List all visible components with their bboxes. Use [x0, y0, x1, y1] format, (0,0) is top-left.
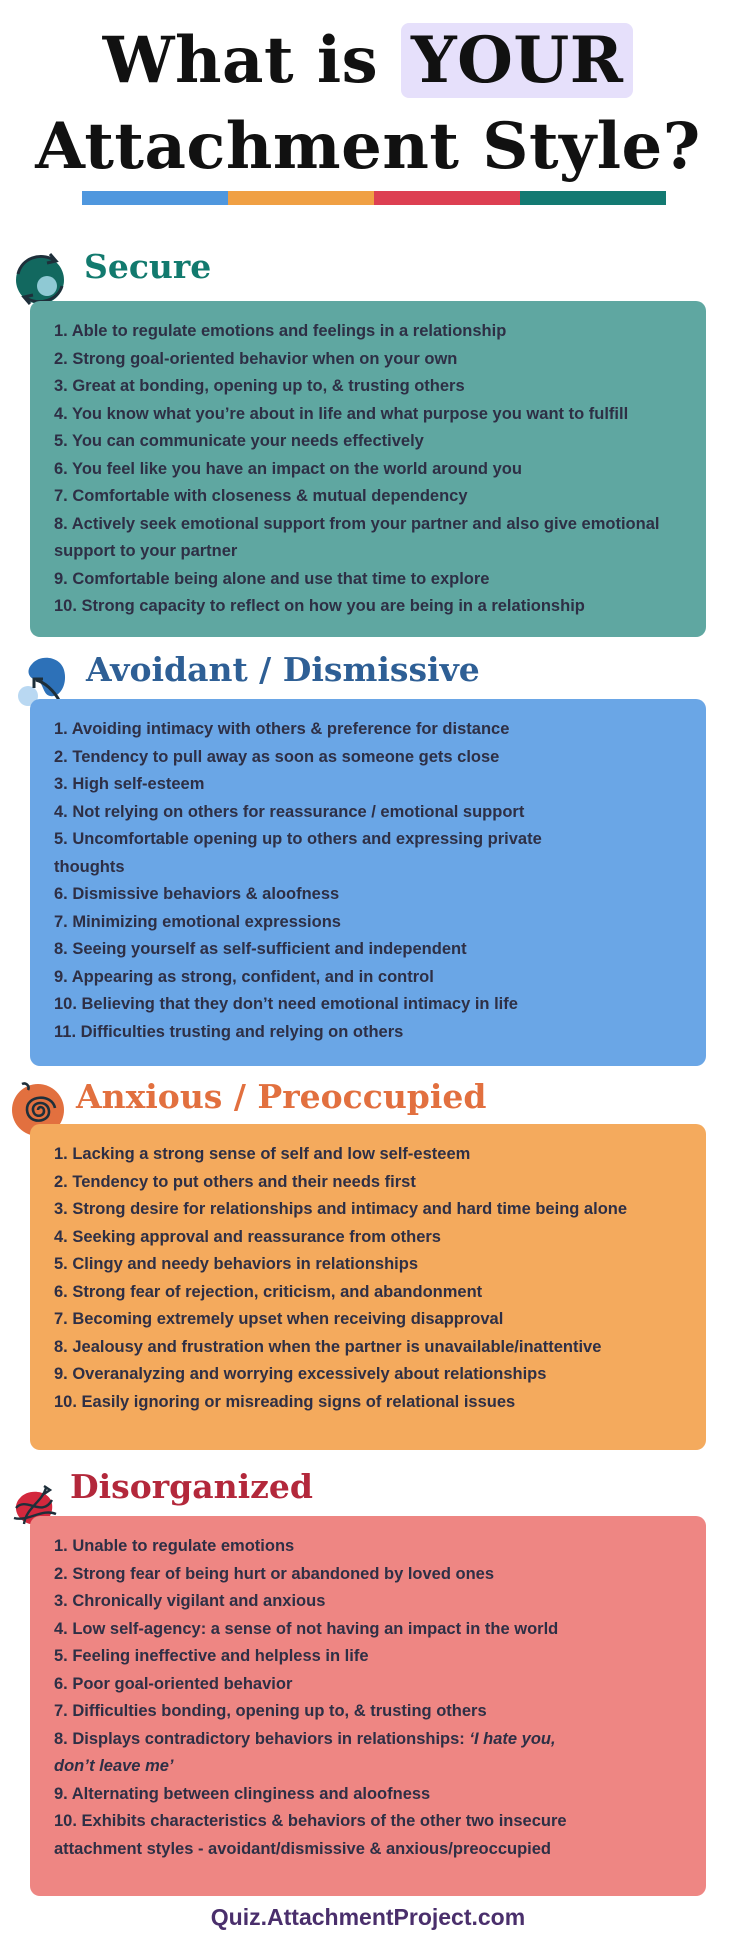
footer-url[interactable]: Quiz.AttachmentProject.com — [210, 1904, 526, 1930]
anxious-heading: Anxious / Preoccupied — [76, 1077, 487, 1116]
avoidant-card — [30, 699, 706, 1066]
list-item: 10. Exhibits characteristics & behaviors of the other two insecure attachment styles - avoidant/dismissive & anxious/preoccupied — [54, 1812, 567, 1858]
list-item: 7. Minimizing emotional expressions — [54, 912, 341, 931]
anxious-card — [30, 1124, 706, 1450]
page-title — [0, 18, 736, 190]
secure-circle-arrows-icon — [10, 248, 70, 308]
list-item: 5. Feeling ineffective and helpless in life — [54, 1647, 369, 1665]
list-item: 2. Tendency to put others and their needs first — [54, 1172, 416, 1191]
disorganized-list — [54, 1533, 644, 1863]
avoidant-list — [54, 716, 554, 1046]
list-item: 5. Clingy and needy behaviors in relationships — [54, 1255, 419, 1273]
list-item: 1. Able to regulate emotions and feelings in a relationship — [54, 322, 507, 340]
color-bar-red — [374, 191, 520, 205]
list-item: 6. Dismissive behaviors & aloofness — [54, 885, 340, 903]
disorganized-card — [30, 1516, 706, 1896]
list-item-quote: ‘I hate you, don’t leave me’ — [54, 1729, 556, 1775]
list-item: 8. Seeing yourself as self-sufficient and independent — [54, 940, 467, 958]
list-item: 4. Seeking approval and reassurance from others — [54, 1227, 441, 1246]
list-item: 3. Strong desire for relationships and intimacy and hard time being alone — [54, 1200, 628, 1218]
list-item: 6. Poor goal-oriented behavior — [54, 1674, 293, 1693]
list-item: 5. Uncomfortable opening up to others and expressing private thoughts — [54, 830, 542, 876]
anxious-list — [54, 1141, 682, 1416]
list-item: 3. Great at bonding, opening up to, & trusting others — [54, 377, 465, 395]
title-highlight: YOUR — [401, 23, 633, 98]
color-bar-orange — [228, 191, 374, 205]
list-item: 6. Strong fear of rejection, criticism, and abandonment — [54, 1282, 483, 1301]
list-item: 2. Strong fear of being hurt or abandoned by loved ones — [54, 1564, 495, 1583]
title-line-2: Attachment Style? — [35, 109, 701, 184]
list-item: 7. Difficulties bonding, opening up to, & trusting others — [54, 1702, 487, 1720]
list-item: 10. Strong capacity to reflect on how you are being in a relationship — [54, 597, 585, 615]
list-item: 7. Comfortable with closeness & mutual dependency — [54, 487, 468, 505]
list-item-text: 8. Displays contradictory behaviors in relationships: — [54, 1729, 470, 1748]
color-bar-teal — [520, 191, 666, 205]
color-bar — [82, 191, 666, 205]
list-item: 1. Avoiding intimacy with others & preference for distance — [54, 720, 510, 738]
list-item: 9. Alternating between clinginess and aloofness — [54, 1784, 431, 1803]
list-item: 6. You feel like you have an impact on the world around you — [54, 459, 522, 478]
list-item: 8. Actively seek emotional support from your partner and also give emotional support to your partner — [54, 514, 660, 560]
color-bar-blue — [82, 191, 228, 205]
secure-heading: Secure — [84, 247, 212, 286]
list-item: 3. Chronically vigilant and anxious — [54, 1592, 326, 1610]
list-item: 4. Not relying on others for reassurance / emotional support — [54, 802, 525, 821]
avoidant-heading: Avoidant / Dismissive — [86, 650, 480, 689]
list-item: 9. Comfortable being alone and use that time to explore — [54, 569, 490, 588]
list-item: 2. Tendency to pull away as soon as someone gets close — [54, 747, 500, 766]
list-item: 10. Believing that they don’t need emotional intimacy in life — [54, 995, 518, 1013]
list-item: 4. Low self-agency: a sense of not having an impact in the world — [54, 1619, 559, 1638]
list-item: 8. Jealousy and frustration when the partner is unavailable/inattentive — [54, 1337, 602, 1356]
title-line-1 — [0, 18, 736, 104]
secure-card — [30, 301, 706, 637]
list-item — [54, 1726, 594, 1781]
list-item: 10. Easily ignoring or misreading signs of relational issues — [54, 1392, 516, 1411]
list-item: 9. Appearing as strong, confident, and in control — [54, 967, 434, 986]
title-prefix: What is — [102, 23, 401, 98]
list-item: 5. You can communicate your needs effectively — [54, 432, 424, 450]
list-item: 7. Becoming extremely upset when receiving disapproval — [54, 1310, 504, 1328]
disorganized-heading: Disorganized — [70, 1467, 313, 1506]
list-item: 3. High self-esteem — [54, 775, 205, 793]
list-item: 11. Difficulties trusting and relying on others — [54, 1022, 404, 1041]
list-item: 2. Strong goal-oriented behavior when on your own — [54, 349, 458, 368]
list-item: 1. Unable to regulate emotions — [54, 1537, 295, 1555]
list-item: 9. Overanalyzing and worrying excessively about relationships — [54, 1365, 547, 1383]
secure-list — [54, 318, 682, 621]
list-item: 4. You know what you’re about in life and what purpose you want to fulfill — [54, 404, 629, 423]
list-item: 1. Lacking a strong sense of self and low self-esteem — [54, 1145, 471, 1163]
